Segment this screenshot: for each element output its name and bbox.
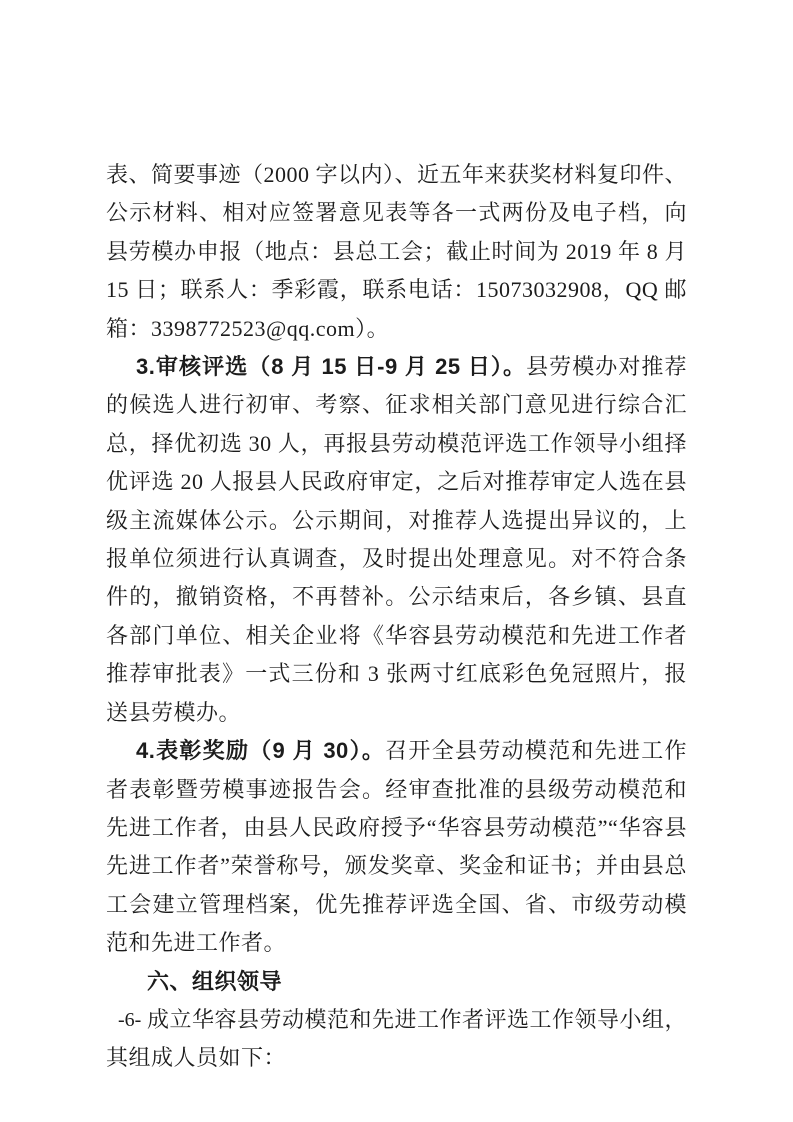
page-number: -6- [118, 1009, 142, 1031]
paragraph-text: 召开全县劳动模范和先进工作者表彰暨劳模事迹报告会。经审查批准的县级劳动模范和先进工作者，由县人民政府授予“华容县劳动模范”“华容县先进工作者”荣誉称号，颁发奖章、奖金和证书；并由县总工会建立管理档案，优先推荐评选全国、省、市级劳动模范和先进工作者。 [106, 738, 687, 956]
paragraph-commendation-award [106, 732, 687, 962]
paragraph-review-selection [106, 348, 687, 732]
paragraph-text: 县劳模办对推荐的候选人进行初审、考察、征求相关部门意见进行综合汇总，择优初选 30 人，再报县劳动模范评选工作领导小组择优评选 20 人报县人民政府审定，之后对推荐审定人选在县级主流媒体公示。公示期间，对推荐人选提出异议的，上报单位须进行认真调查，及时提出处理意见。对不符合条件的，撤销资格，不再替补。公示结束后，各乡镇、县直各部门单位、相关企业将《华容县劳动模范和先进工作者推荐审批表》一式三份和 3 张两寸红底彩色免冠照片，报送县劳模办。 [106, 354, 687, 725]
paragraph-lead-commendation-award: 4.表彰奖励（9 月 30）。 [136, 738, 386, 764]
heading-organization-leadership: 六、组织领导 [147, 968, 283, 994]
paragraph-lead-review-selection: 3.审核评选（8 月 15 日-9 月 25 日）。 [136, 354, 527, 380]
paragraph-text: 表、简要事迹（2000 字以内）、近五年来获奖材料复印件、公示材料、相对应签署意见表等各一式两份及电子档，向县劳模办申报（地点：县总工会；截止时间为 2019 年 8 月 15 日；联系人：季彩霞，联系电话：15073032908，QQ 邮箱：3398772523@qq.com）。 [106, 162, 688, 341]
paragraph-application-materials [106, 156, 687, 348]
paragraph-leading-group: 成立华容县劳动模范和先进工作者评选工作领导小组，其组成人员如下： [106, 1006, 688, 1071]
document-body [106, 156, 687, 1078]
